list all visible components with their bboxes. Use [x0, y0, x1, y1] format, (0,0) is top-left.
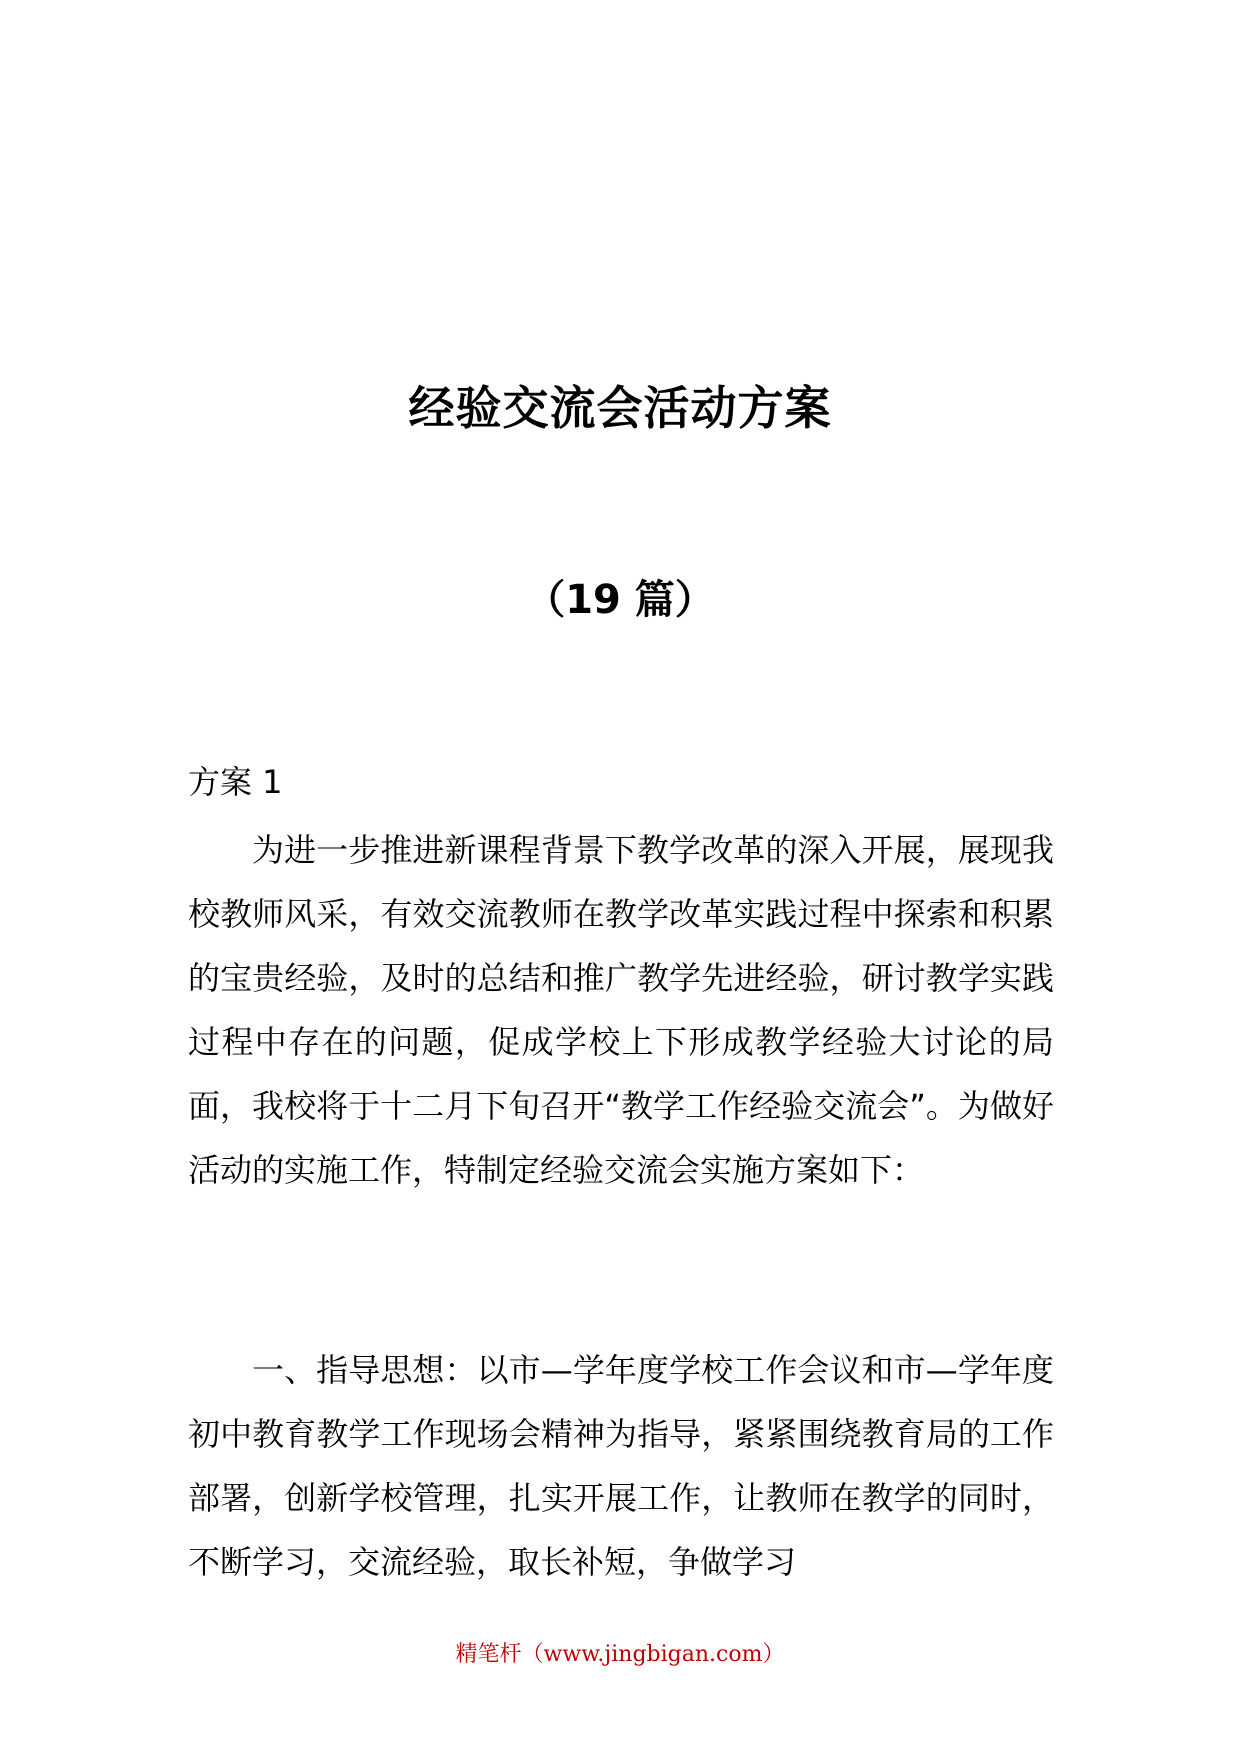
document-title: 经验交流会活动方案 [408, 381, 832, 435]
body-paragraph-guiding-principle: 一、指导思想：以市—学年度学校工作会议和市—学年度初中教育教学工作现场会精神为指导，紧紧围绕教育局的工作部署，创新学校管理，扎实开展工作，让教师在教学的同时，不断学习，交流经验，取长补短，争做学习 [188, 1351, 1054, 1581]
body-paragraph-intro: 为进一步推进新课程背景下教学改革的深入开展，展现我校教师风采，有效交流教师在教学改革实践过程中探索和积累的宝贵经验，及时的总结和推广教学先进经验，研讨教学实践过程中存在的问题，促成学校上下形成教学经验大讨论的局面，我校将于十二月下旬召开“教学工作经验交流会”。为做好活动的实施工作，特制定经验交流会实施方案如下： [188, 831, 1054, 1189]
section-label: 方案 1 [188, 763, 283, 801]
document-subtitle: （19 篇） [525, 577, 715, 623]
footer-watermark: 精笔杆（www.jingbigan.com） [455, 1642, 785, 1667]
